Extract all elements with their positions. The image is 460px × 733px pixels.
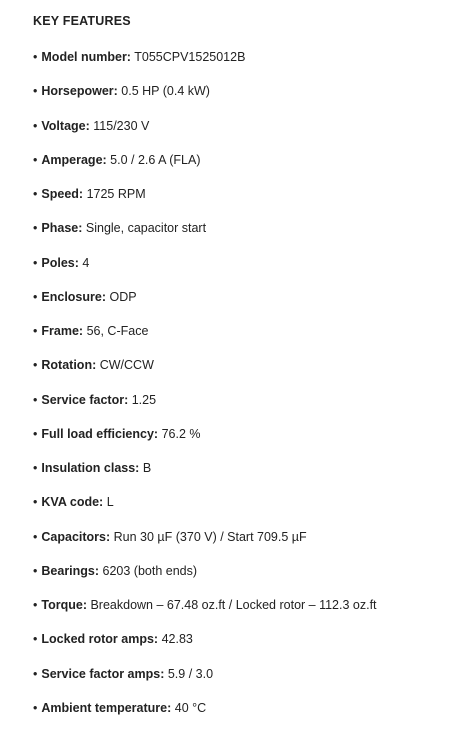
feature-key: Model number: (41, 50, 131, 64)
bullet: • (33, 563, 38, 578)
feature-item (33, 288, 377, 322)
feature-value: 40 °C (174, 700, 207, 715)
feature-value: 0.5 HP (0.4 kW) (121, 84, 210, 99)
bullet: • (33, 529, 38, 544)
feature-item (33, 48, 377, 82)
feature-key: Poles: (41, 255, 79, 270)
feature-value: Run 30 µF (370 V) / Start 709.5 µF (113, 529, 307, 544)
feature-key: Rotation: (41, 358, 97, 373)
feature-item (33, 254, 377, 288)
feature-key: Locked rotor amps: (41, 632, 159, 647)
feature-value: ODP (109, 289, 137, 304)
feature-value: 1.25 (131, 392, 157, 407)
bullet: • (33, 289, 38, 304)
feature-key: Bearings: (41, 563, 100, 578)
feature-value: 56, C-Face (86, 324, 149, 338)
feature-value: 4 (82, 255, 90, 270)
bullet: • (33, 84, 38, 99)
feature-item (33, 493, 377, 527)
feature-value: 76.2 % (161, 426, 201, 441)
bullet: • (33, 221, 38, 236)
feature-key: Full load efficiency: (41, 426, 159, 441)
bullet: • (33, 358, 38, 373)
feature-key: Speed: (41, 187, 84, 201)
feature-key: Insulation class: (41, 461, 140, 475)
feature-value: L (106, 495, 114, 510)
feature-item (33, 562, 377, 596)
feature-item (33, 665, 377, 699)
feature-item (33, 322, 377, 356)
feature-value: 42.83 (161, 632, 193, 647)
features-list (33, 48, 377, 733)
feature-item (33, 596, 377, 630)
feature-item (33, 459, 377, 493)
feature-key: Service factor amps: (41, 666, 165, 681)
feature-key: Ambient temperature: (41, 700, 172, 715)
feature-key: Horsepower: (41, 84, 118, 99)
bullet: • (33, 700, 38, 715)
bullet: • (33, 118, 38, 133)
feature-item (33, 528, 377, 562)
bullet: • (33, 598, 38, 612)
section-heading: KEY FEATURES (33, 14, 131, 28)
feature-value: Breakdown – 67.48 oz.ft / Locked rotor – 112.3 oz.ft (90, 598, 377, 612)
feature-value: 115/230 V (93, 118, 150, 133)
bullet: • (33, 50, 38, 64)
bullet: • (33, 495, 38, 510)
feature-key: Service factor: (41, 392, 129, 407)
feature-item (33, 391, 377, 425)
feature-key: Enclosure: (41, 289, 106, 304)
feature-key: Phase: (41, 221, 83, 236)
feature-key: KVA code: (41, 495, 104, 510)
bullet: • (33, 632, 38, 647)
bullet: • (33, 392, 38, 407)
feature-value: Single, capacitor start (85, 221, 207, 236)
bullet: • (33, 324, 38, 338)
feature-item (33, 117, 377, 151)
feature-key: Capacitors: (41, 529, 111, 544)
feature-value: 6203 (both ends) (102, 563, 198, 578)
feature-item (33, 82, 377, 116)
feature-key: Frame: (41, 324, 84, 338)
feature-value: B (142, 461, 152, 475)
feature-item (33, 699, 377, 733)
feature-key: Amperage: (41, 152, 107, 167)
feature-item (33, 356, 377, 390)
bullet: • (33, 461, 38, 475)
feature-key: Torque: (41, 598, 87, 612)
feature-item (33, 151, 377, 185)
feature-value: 5.0 / 2.6 A (FLA) (110, 152, 201, 167)
bullet: • (33, 187, 38, 201)
bullet: • (33, 666, 38, 681)
feature-value: T055CPV1525012B (134, 50, 246, 64)
feature-item (33, 630, 377, 664)
bullet: • (33, 255, 38, 270)
bullet: • (33, 152, 38, 167)
feature-item (33, 185, 377, 219)
feature-key: Voltage: (41, 118, 90, 133)
feature-value: CW/CCW (99, 358, 154, 373)
bullet: • (33, 426, 38, 441)
feature-value: 5.9 / 3.0 (167, 666, 214, 681)
feature-item (33, 219, 377, 253)
feature-item (33, 425, 377, 459)
feature-value: 1725 RPM (86, 187, 146, 201)
